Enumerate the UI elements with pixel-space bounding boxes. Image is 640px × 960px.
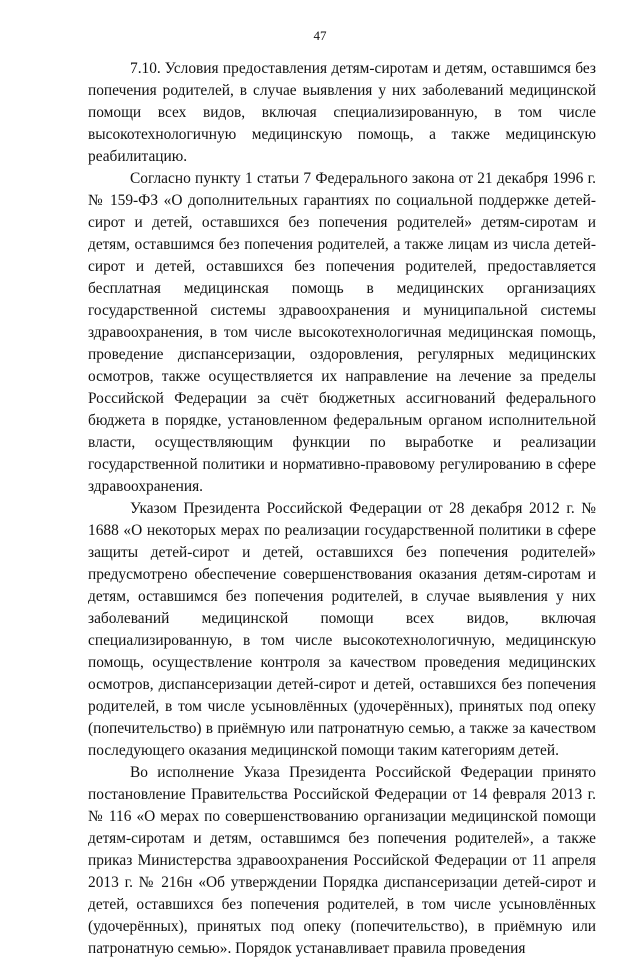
section-number: 7.10. <box>130 60 161 77</box>
paragraph-presidential-decree: Указом Президента Российской Федерации от 28 декабря 2012 г. № 1688 «О некоторых мерах по реализации государственной политики в сфере защиты детей-сирот и детей, оставшихся без попечения родителей» предусмотрено обеспечение совершенствования оказания детям-сиротам и детям, оставшимся без попечения родителей, в случае выявления у них заболеваний медицинской помощи всех видов, включая специализированную, в том числе высокотехнологичную, медицинскую помощь, осуществление контроля за качеством проведения медицинских осмотров, диспансеризации детей-сирот и детей, оставшихся без попечения родителей, в том числе усыновлённых (удочерённых), принятых под опеку (попечительство) в приёмную или патронатную семью, а также за качеством последующего оказания медицинской помощи таким категориям детей. <box>88 500 596 759</box>
paragraph-federal-law: Согласно пункту 1 статьи 7 Федерального закона от 21 декабря 1996 г. № 159-ФЗ «О дополнительных гарантиях по социальной поддержке детей-сирот и детей, оставшихся без попечения родителей» детям-сиротам и детям, оставшимся без попечения родителей, а также лицам из числа детей-сирот и детей, оставшихся без попечения родителей, предоставляется бесплатная медицинская помощь в медицинских организациях государственной системы здравоохранения и муниципальной системы здравоохранения, в том числе высокотехнологичная медицинская помощь, проведение диспансеризации, оздоровления, регулярных медицинских осмотров, также осуществляется их направление на лечение за пределы Российской Федерации за счёт бюджетных ассигнований федерального бюджета в порядке, установленном федеральным органом исполнительной власти, осуществляющим функции по выработке и реализации государственной политики и нормативно-правовому регулированию в сфере здравоохранения. <box>88 170 596 495</box>
section-heading-paragraph <box>88 58 596 168</box>
document-body <box>88 58 596 960</box>
page-number: 47 <box>313 28 327 43</box>
paragraph-government-resolution: Во исполнение Указа Президента Российской Федерации принято постановление Правительства Российской Федерации от 14 февраля 2013 г. № 116 «О мерах по совершенствованию организации медицинской помощи детям-сиротам и детям, оставшимся без попечения родителей», а также приказ Министерства здравоохранения Российской Федерации от 11 апреля 2013 г. № 216н «Об утверждении Порядка диспансеризации детей-сирот и детей, оставшихся без попечения родителей, в том числе усыновлённых (удочерённых), принятых под опеку (попечительство), в приёмную или патронатную семью». Порядок устанавливает правила проведения <box>88 764 596 957</box>
section-heading: Условия предоставления детям-сиротам и детям, оставшимся без попечения родителей, в случае выявления у них заболеваний медицинской помощи всех видов, включая специализированную, в том числе высокотехнологичную медицинскую помощь, а также медицинскую реабилитацию. <box>88 60 596 165</box>
